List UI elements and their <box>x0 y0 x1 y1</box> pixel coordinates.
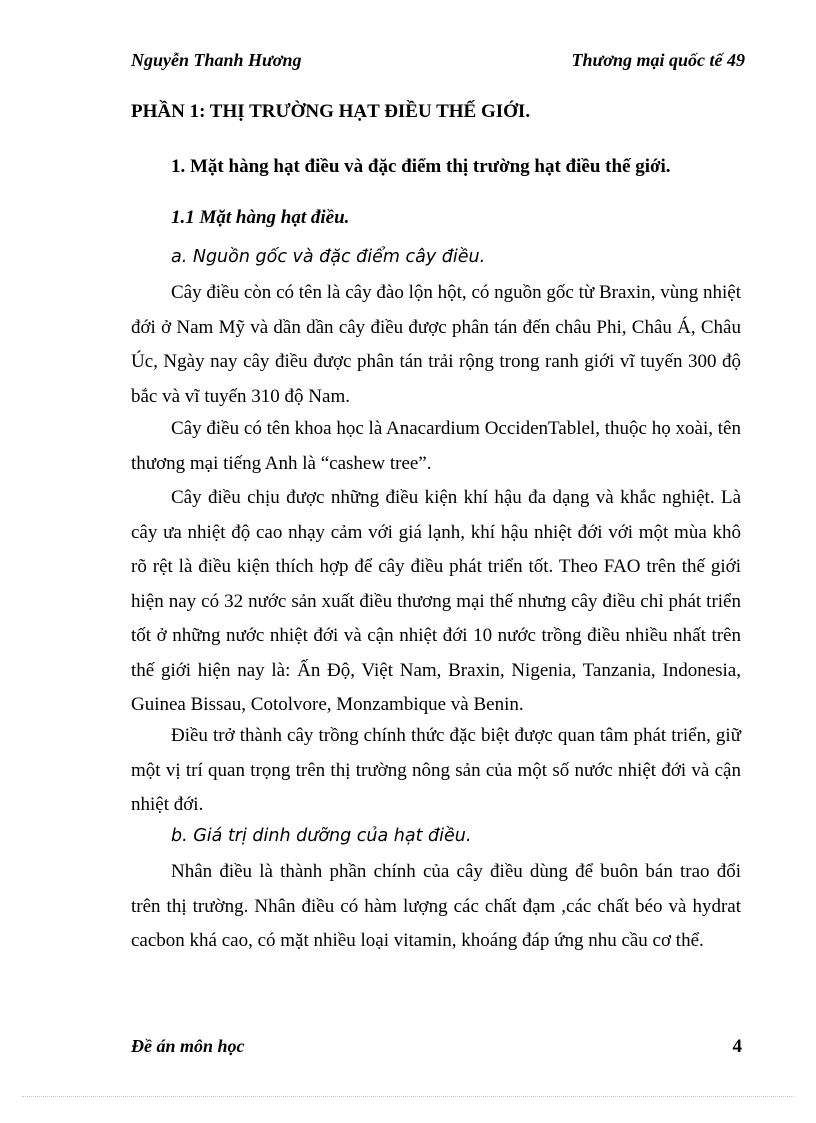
paragraph-nutrition: Nhân điều là thành phần chính của cây điều dùng để buôn bán trao đổi trên thị trường. Nhân điều có hàm lượng các chất đạm ,các chất béo và hydrat cacbon khá cao, có mặt nhiều loại vitamin, khoáng đáp ứng nhu cầu cơ thể. <box>131 861 741 951</box>
paragraph-importance: Điều trở thành cây trồng chính thức đặc biệt được quan tâm phát triển, giữ một vị trí quan trọng trên thị trường nông sản của một số nước nhiệt đới và cận nhiệt đới. <box>131 725 741 815</box>
footer-label: Đề án môn học <box>131 1036 245 1056</box>
page-number: 4 <box>732 1036 742 1057</box>
header-author: Nguyễn Thanh Hương <box>131 50 302 70</box>
subheading-b: b. Giá trị dinh dưỡng của hạt điều. <box>171 826 472 846</box>
part-title: PHẦN 1: THỊ TRƯỜNG HẠT ĐIỀU THẾ GIỚI. <box>131 101 531 122</box>
section-title: 1. Mặt hàng hạt điều và đặc điểm thị trường hạt điều thế giới. <box>171 156 671 177</box>
subsection-title: 1.1 Mặt hàng hạt điều. <box>171 207 350 228</box>
paragraph-scientific-name: Cây điều có tên khoa học là Anacardium OccidenTablel, thuộc họ xoài, tên thương mại tiếng Anh là “cashew tree”. <box>131 418 741 474</box>
subheading-a: a. Nguồn gốc và đặc điểm cây điều. <box>171 247 486 267</box>
header-course: Thương mại quốc tế 49 <box>571 50 745 70</box>
paragraph-origin: Cây điều còn có tên là cây đào lộn hột, có nguồn gốc từ Braxin, vùng nhiệt đới ở Nam Mỹ và dần dần cây điều được phân tán đến châu Phi, Châu Á, Châu Úc, Ngày nay cây điều được phân tán trải rộng trong ranh giới vĩ tuyến 300 độ bắc và vĩ tuyến 310 độ Nam. <box>131 282 741 407</box>
paragraph-climate: Cây điều chịu được những điều kiện khí hậu đa dạng và khắc nghiệt. Là cây ưa nhiệt độ cao nhạy cảm với giá lạnh, khí hậu nhiệt đới với một mùa khô rõ rệt là điều kiện thích hợp để cây điều phát triển tốt. Theo FAO trên thế giới hiện nay có 32 nước sản xuất điều thương mại thế nhưng cây điều chỉ phát triển tốt ở những nước nhiệt đới và cận nhiệt đới 10 nước trồng điều nhiều nhất trên thế giới hiện nay là: Ấn Độ, Việt Nam, Braxin, Nigenia, Tanzania, Indonesia, Guinea Bissau, Cotolvore, Monzambique và Benin. <box>131 487 741 715</box>
page-bottom-divider <box>22 1096 794 1097</box>
